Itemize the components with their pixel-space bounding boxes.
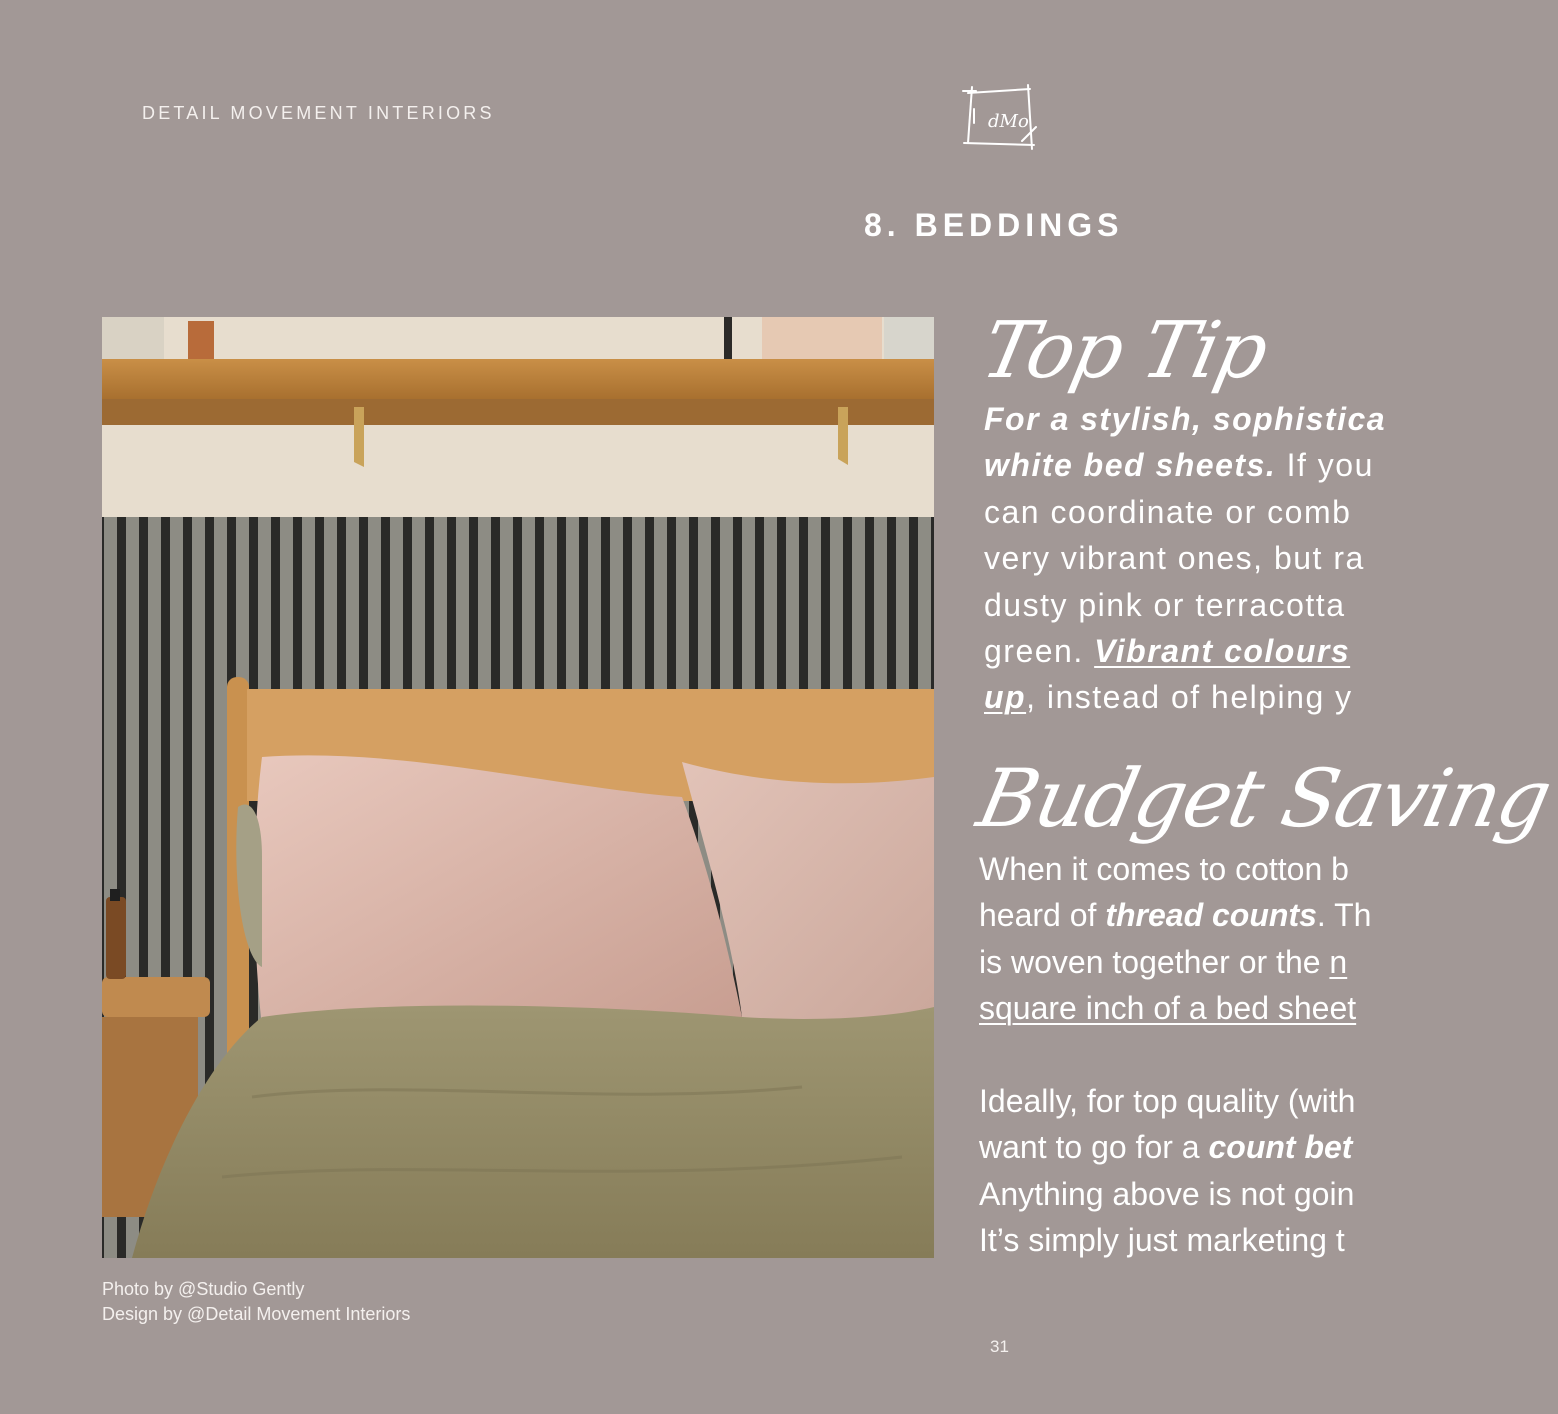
page-number: 31	[990, 1337, 1009, 1356]
budget-line-2-bold: thread counts	[1105, 897, 1317, 934]
budget-line-2-rest: . Th	[1316, 897, 1372, 934]
tip-line-2-bold: white bed sheets.	[984, 447, 1277, 484]
tip-line-7-bold: up	[984, 679, 1027, 716]
budget-saving-text	[979, 846, 1371, 1264]
budget-line-4-underlined: square inch of a bed sheet	[979, 990, 1357, 1027]
budget-line-2-start: heard of	[979, 897, 1106, 934]
logo-text: dMo	[988, 111, 1029, 132]
tip-line-3: can coordinate or comb	[984, 493, 1352, 530]
brand-name: DETAIL MOVEMENT INTERIORS	[142, 103, 495, 123]
budget-line-6-bold: count bet	[1208, 1129, 1353, 1166]
tip-line-6-start: green.	[984, 632, 1095, 669]
photo-credits	[102, 1277, 410, 1327]
brand-logo	[960, 83, 1040, 151]
tip-line-7-rest: , instead of helping y	[1026, 679, 1353, 716]
budget-saving-heading: Budget Saving	[970, 752, 1558, 845]
top-tip-heading: Top Tip	[974, 306, 1275, 396]
top-tip-text	[984, 396, 1386, 721]
budget-line-3-underlined: n	[1329, 943, 1348, 980]
tip-line-5: dusty pink or terracotta	[984, 586, 1346, 623]
budget-line-3-start: is woven together or the	[979, 943, 1330, 980]
bedroom-photo	[102, 317, 934, 1258]
tip-line-1: For a stylish, sophistica	[984, 401, 1387, 437]
section-title: 8. BEDDINGS	[864, 207, 1124, 243]
tip-line-2-rest: If you	[1276, 447, 1374, 484]
budget-line-6-start: want to go for a	[979, 1129, 1209, 1166]
tip-line-6-bold: Vibrant colours	[1094, 632, 1351, 669]
budget-line-8: It’s simply just marketing t	[979, 1222, 1345, 1259]
photo-credit: Photo by @Studio Gently	[102, 1279, 305, 1299]
budget-line-5: Ideally, for top quality (with	[979, 1082, 1356, 1119]
budget-line-7: Anything above is not goin	[979, 1175, 1355, 1212]
budget-line-1: When it comes to cotton b	[979, 851, 1349, 887]
design-credit: Design by @Detail Movement Interiors	[102, 1304, 411, 1324]
tip-line-4: very vibrant ones, but ra	[984, 540, 1365, 577]
